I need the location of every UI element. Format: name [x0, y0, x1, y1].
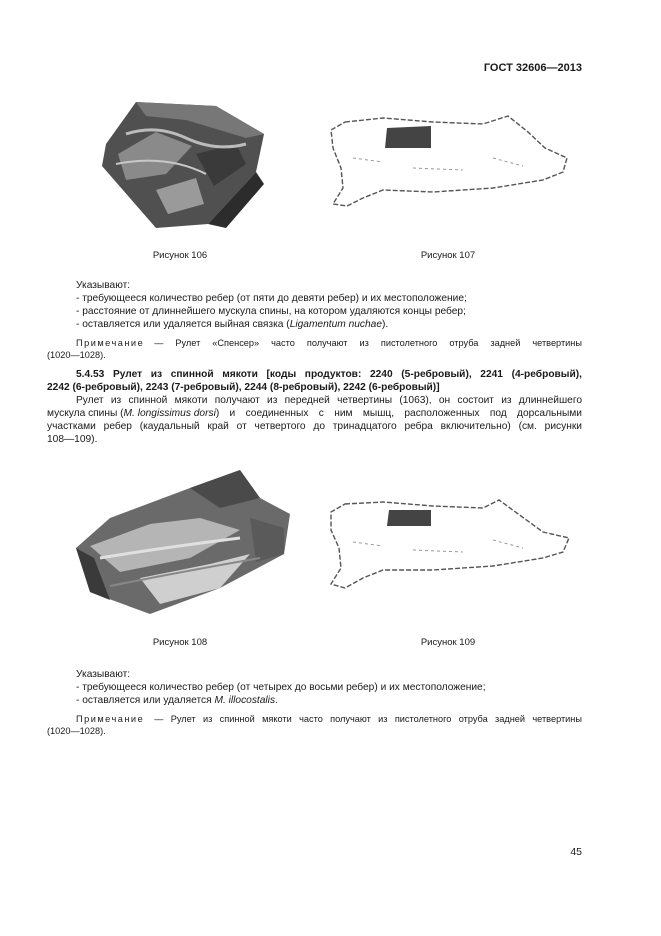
figure-107-image [323, 108, 573, 214]
section-para-line2 [47, 407, 582, 420]
block1-item-3-end: ). [382, 319, 389, 330]
section-para-line3: участками ребер (каудальный край от четвертого до тринадцатого ребра включительно) (см. рисунки [47, 421, 582, 432]
block2-item-2-latin: M. illocostalis [214, 695, 276, 706]
section-para-latin: M. longissimus dorsi [123, 408, 216, 419]
block1-item-1: - требующееся количество ребер (от пяти до девяти ребер) и их местоположение; [76, 293, 467, 304]
figure-109-image [323, 496, 573, 592]
section-para-line2-a: мускула спины ( [47, 408, 124, 419]
block1-note-label: Примечание [76, 338, 145, 348]
block2-note-text: — Рулет из спинной мякоти часто получают из пистолетного отруба задней четвертины [154, 714, 582, 724]
block2-item-2 [76, 694, 278, 707]
figure-108-image [70, 468, 294, 616]
caption-figure-108: Рисунок 108 [152, 637, 208, 648]
block2-item-2-end: . [275, 695, 278, 706]
block1-item-2: - расстояние от длиннейшего мускула спины, на котором удаляются концы ребер; [76, 306, 466, 317]
section-heading-line1: 5.4.53 Рулет из спинной мякоти [коды продуктов: 2240 (5-ребровый), 2241 (4-ребровый), [76, 369, 582, 380]
block1-item-3 [76, 318, 388, 331]
document-code: ГОСТ 32606—2013 [483, 62, 582, 74]
block2-item-1: - требующееся количество ребер (от четырех до восьми ребер) и их местоположение; [76, 682, 486, 693]
figure-106-image [96, 94, 268, 232]
block2-item-2-text: - оставляется или удаляется [76, 695, 215, 706]
caption-figure-106: Рисунок 106 [152, 250, 208, 261]
block2-title: Указывают: [76, 669, 131, 680]
block1-item-3-text: - оставляется или удаляется выйная связка ( [76, 319, 290, 330]
section-para-line4: 108—109). [47, 434, 98, 445]
section-heading-line2: 2242 (6-ребровый), 2243 (7-ребровый), 2244 (8-ребровый), 2242 (6-ребровый)] [47, 382, 440, 393]
section-para-line1: Рулет из спинной мякоти получают из передней четвертины (1063), он состоит из длиннейшего [76, 395, 582, 406]
block1-note [76, 337, 582, 350]
block2-note-cont: (1020—1028). [47, 726, 106, 736]
caption-figure-107: Рисунок 107 [420, 250, 476, 261]
block2-note-label: Примечание [76, 714, 145, 724]
page-number: 45 [570, 846, 582, 858]
block1-title: Указывают: [76, 280, 131, 291]
caption-figure-109: Рисунок 109 [420, 637, 476, 648]
block1-note-text: — Рулет «Спенсер» часто получают из пистолетного отруба задней четвертины [154, 338, 582, 348]
block1-item-3-latin: Ligamentum nuchae [289, 319, 383, 330]
section-para-line2-c: ) и соединенных с ним мышц, расположенных под дорсальными [215, 408, 582, 419]
block2-note [76, 713, 582, 726]
block1-note-cont: (1020—1028). [47, 350, 106, 360]
